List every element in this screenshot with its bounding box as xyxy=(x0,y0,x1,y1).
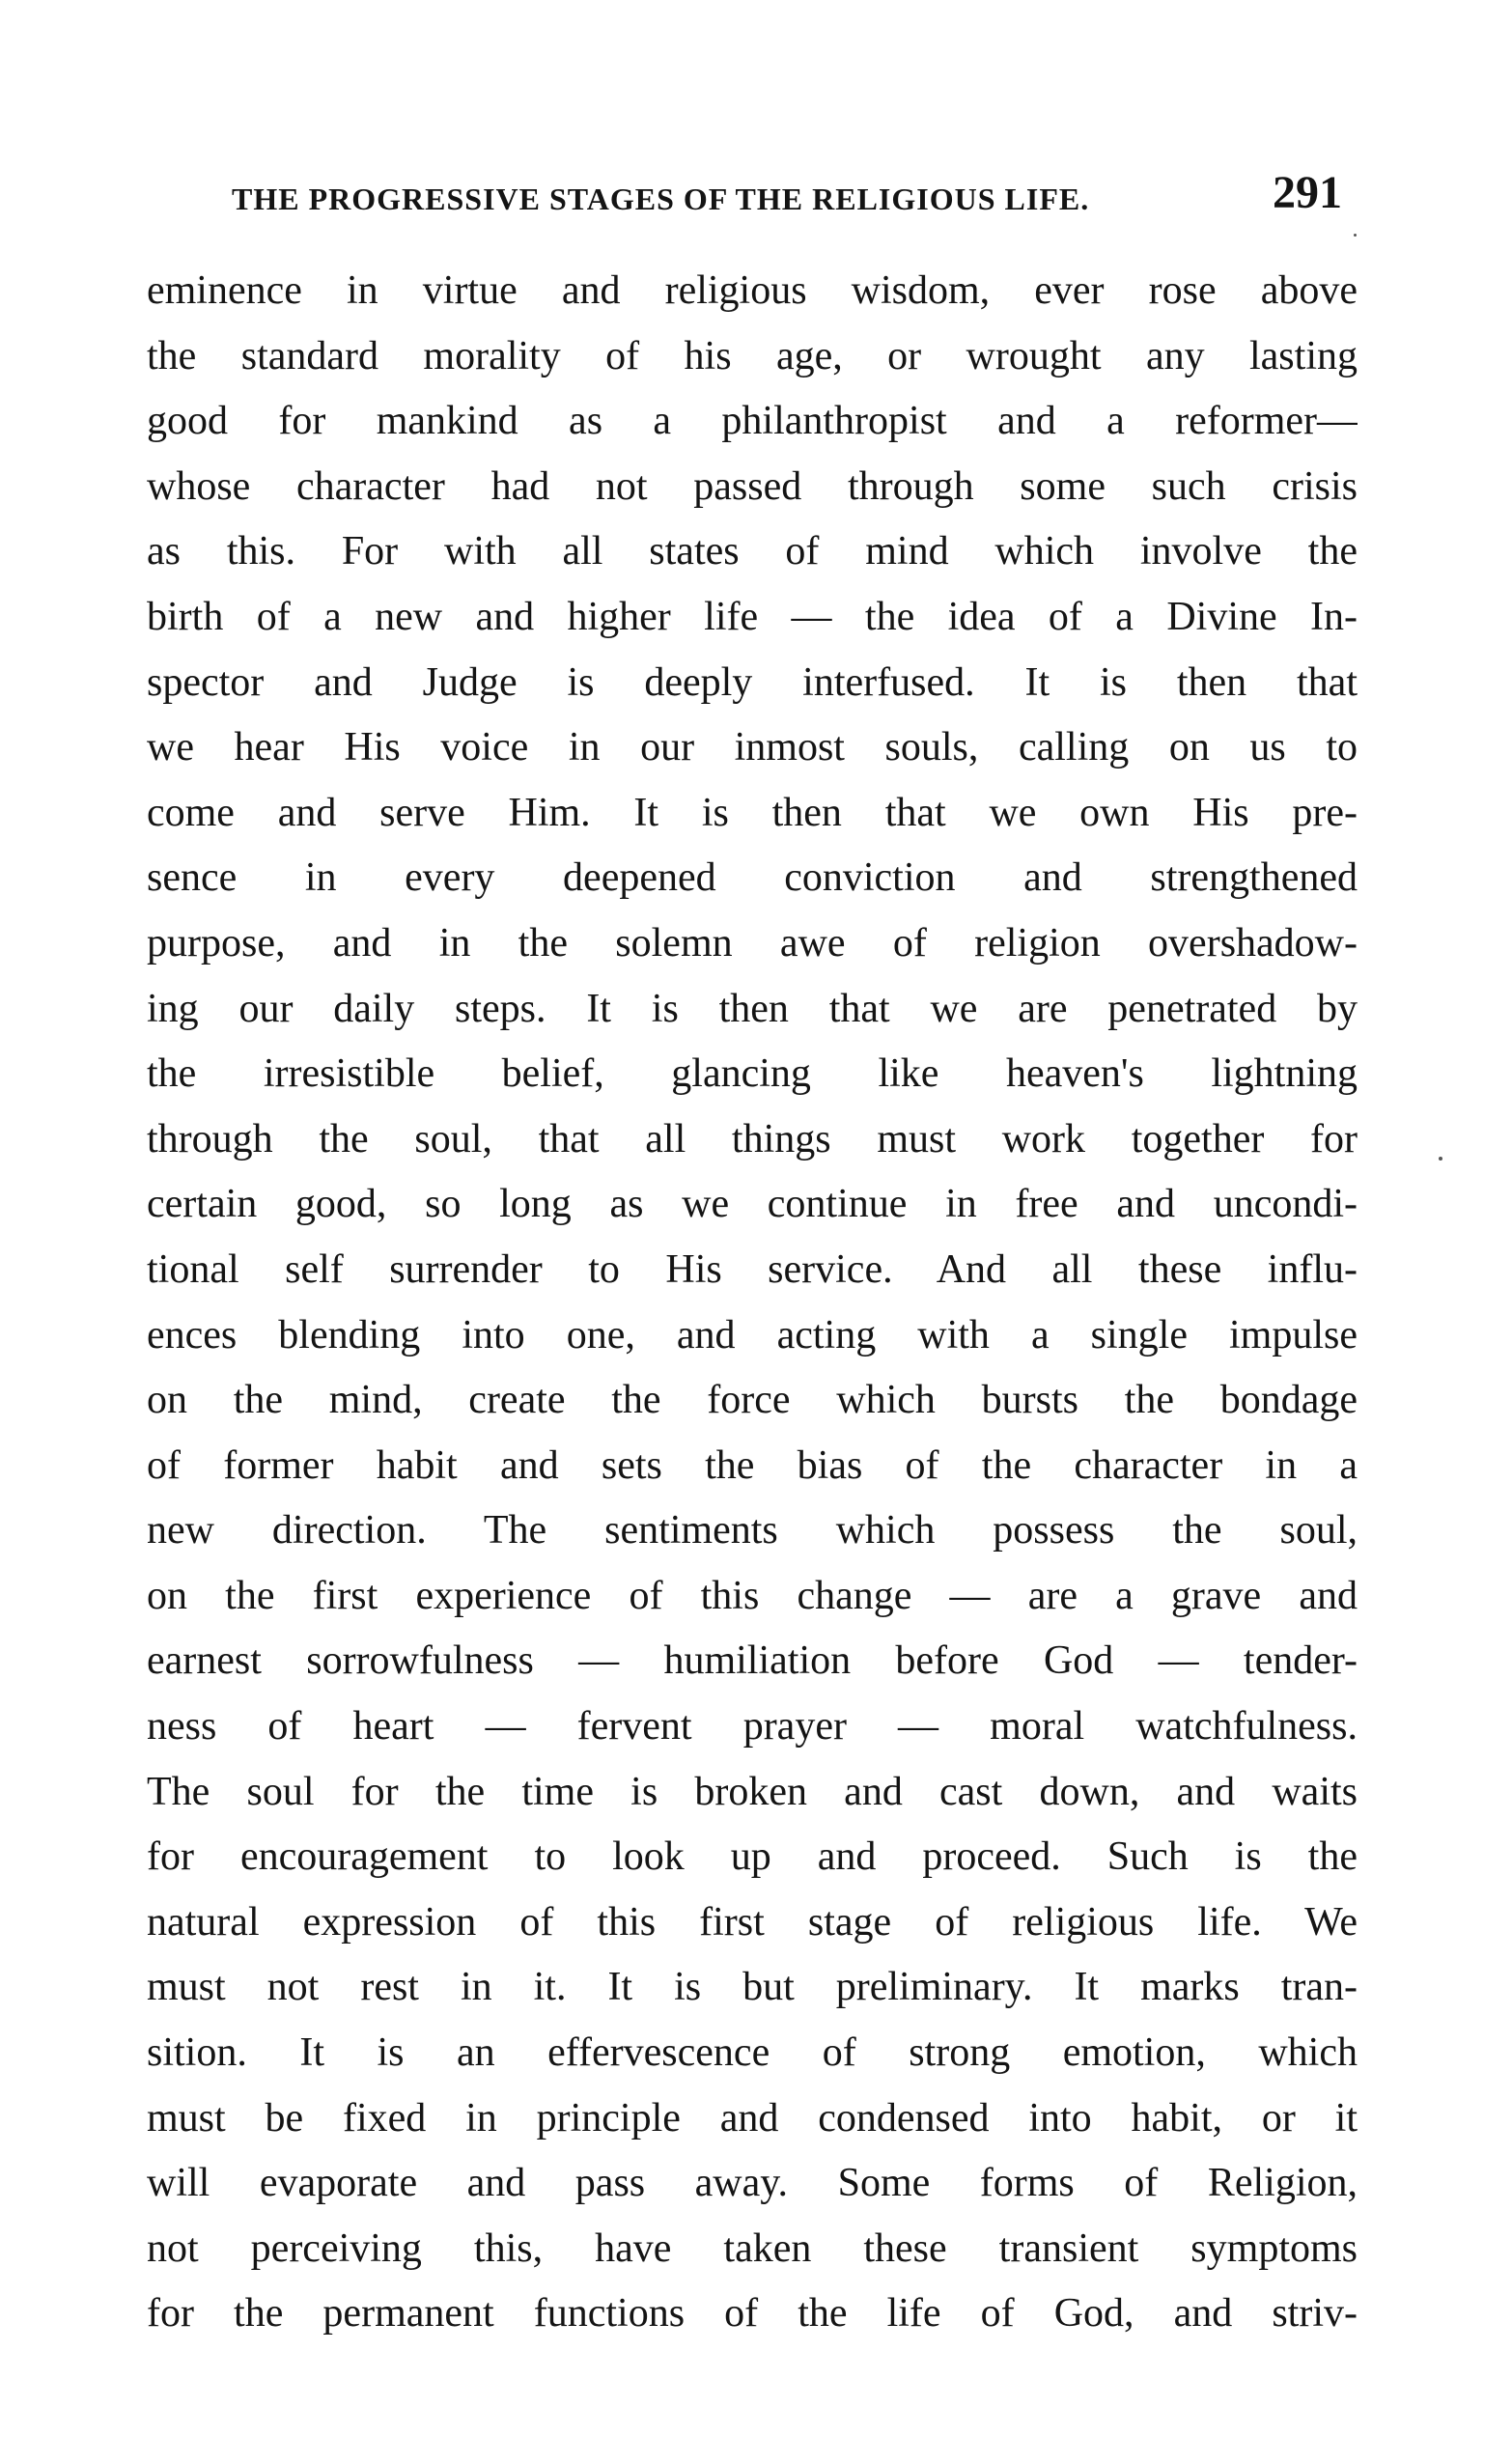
text-line: new direction. The sentiments which possess the soul, xyxy=(147,1508,1358,1553)
text-line: not perceiving this, have taken these transient symptoms xyxy=(147,2225,1358,2271)
page-number: 291 xyxy=(1273,167,1342,218)
text-line: sence in every deepened conviction and strengthened xyxy=(147,855,1358,901)
text-line: will evaporate and pass away. Some forms of Religion, xyxy=(147,2161,1358,2206)
text-line: eminence in virtue and religious wisdom, ever rose above xyxy=(147,268,1358,313)
text-line: as this. For with all states of mind which involve the xyxy=(147,529,1358,574)
text-line: the irresistible belief, glancing like heaven's lightning xyxy=(147,1051,1358,1097)
text-line: purpose, and in the solemn awe of religion overshadow- xyxy=(147,920,1358,966)
text-line: on the mind, create the force which bursts the bondage xyxy=(147,1378,1358,1423)
print-speck xyxy=(1439,1157,1442,1161)
text-line: spector and Judge is deeply interfused. It is then that xyxy=(147,659,1358,705)
text-line: ing our daily steps. It is then that we are penetrated by xyxy=(147,986,1358,1031)
text-line: natural expression of this first stage of religious life. We xyxy=(147,1899,1358,1945)
text-line: through the soul, that all things must work together for xyxy=(147,1116,1358,1162)
text-line: come and serve Him. It is then that we own His pre- xyxy=(147,790,1358,835)
text-line: birth of a new and higher life — the idea of a Divine In- xyxy=(147,594,1358,639)
running-header xyxy=(232,166,1352,234)
text-line: the standard morality of his age, or wrought any lasting xyxy=(147,333,1358,378)
text-line: for encouragement to look up and proceed. Such is the xyxy=(147,1834,1358,1880)
text-line: tional self surrender to His service. And all these influ- xyxy=(147,1246,1358,1292)
text-line: of former habit and sets the bias of the character in a xyxy=(147,1442,1358,1488)
text-line: The soul for the time is broken and cast down, and waits xyxy=(147,1769,1358,1814)
print-speck xyxy=(1354,234,1357,237)
text-line: whose character had not passed through some such crisis xyxy=(147,463,1358,509)
text-line: earnest sorrowfulness — humiliation before God — tender- xyxy=(147,1638,1358,1684)
body-text xyxy=(147,259,1358,2347)
running-title: THE PROGRESSIVE STAGES OF THE RELIGIOUS LIFE. xyxy=(232,182,1090,216)
text-line: for the permanent functions of the life of God, and striv- xyxy=(147,2291,1358,2337)
text-line: sition. It is an effervescence of strong emotion, which xyxy=(147,2030,1358,2076)
text-line: certain good, so long as we continue in free and uncondi- xyxy=(147,1182,1358,1227)
text-line: must be fixed in principle and condensed into habit, or it xyxy=(147,2095,1358,2141)
text-line: good for mankind as a philanthropist and a reformer— xyxy=(147,399,1358,444)
text-line: ness of heart — fervent prayer — moral watchfulness. xyxy=(147,1704,1358,1749)
text-line: ences blending into one, and acting with a single impulse xyxy=(147,1312,1358,1357)
text-line: we hear His voice in our inmost souls, calling on us to xyxy=(147,725,1358,770)
text-line: on the first experience of this change — are a grave and xyxy=(147,1573,1358,1618)
text-line: must not rest in it. It is but preliminary. It marks tran- xyxy=(147,1965,1358,2010)
